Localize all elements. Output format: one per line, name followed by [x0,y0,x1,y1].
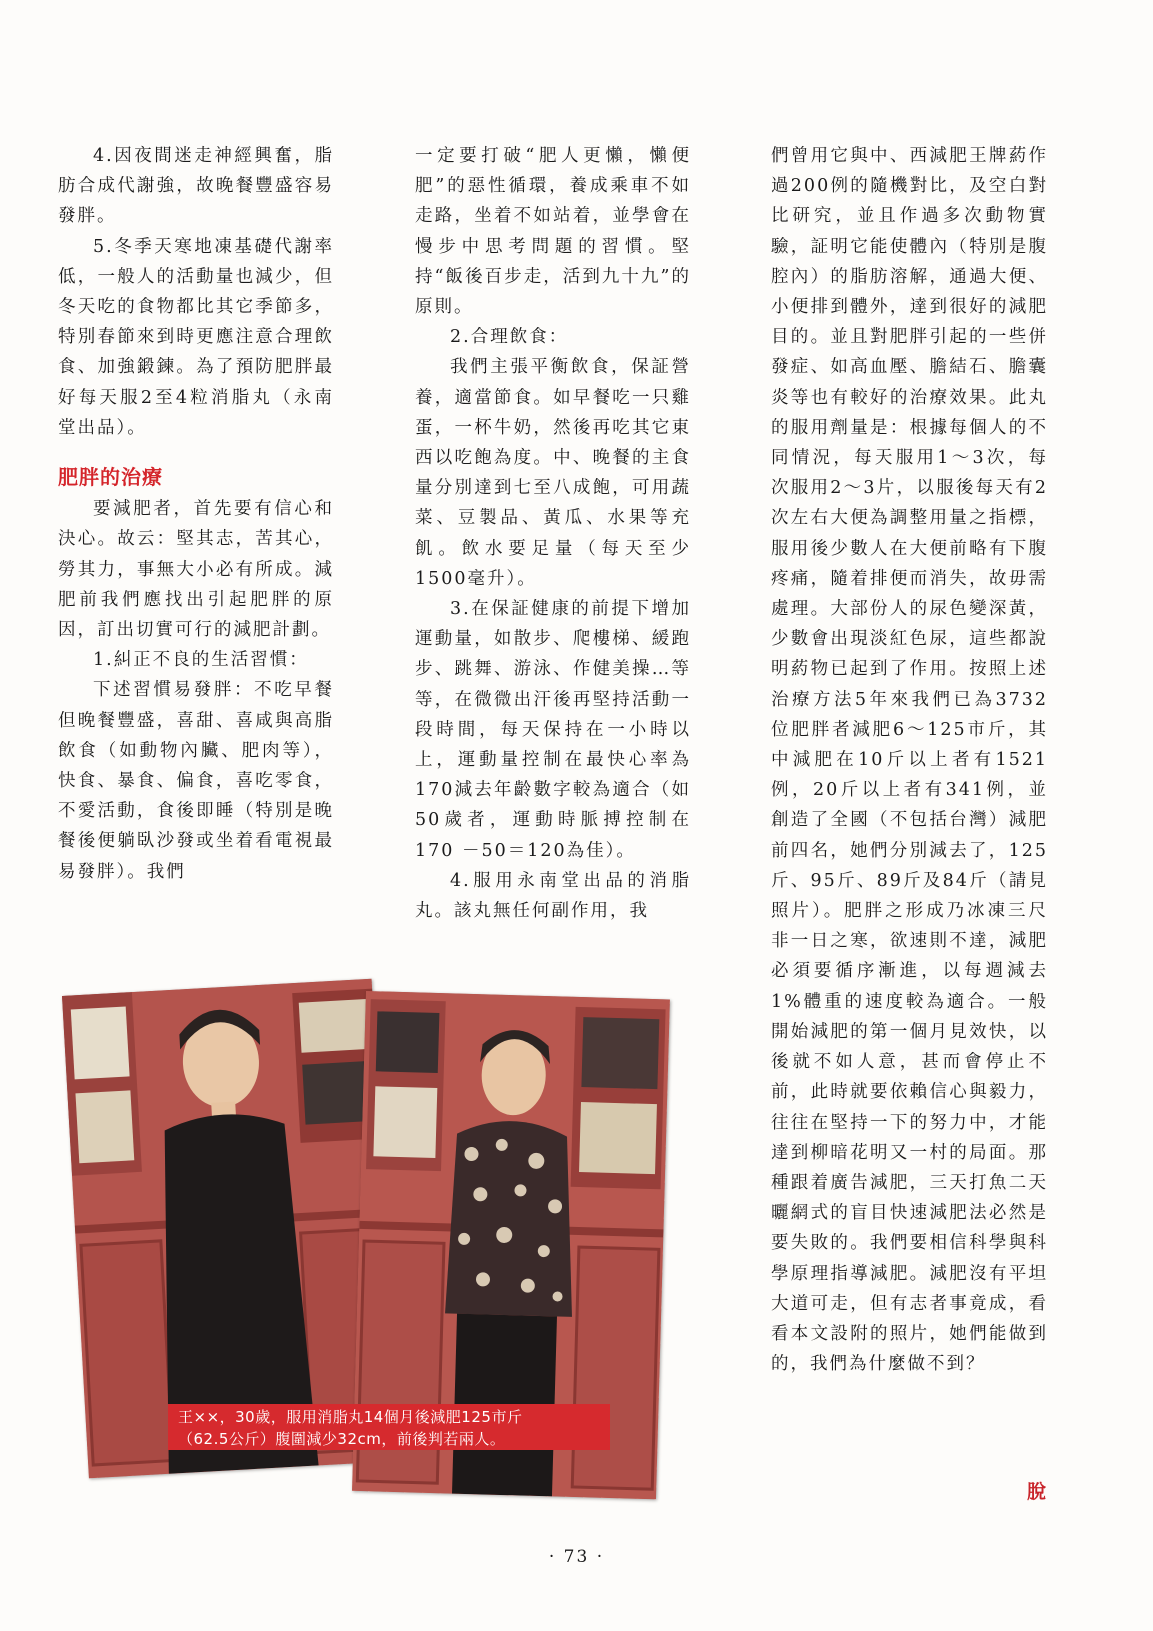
paragraph: 們曾用它與中、西減肥王牌葯作過200例的隨機對比，及空白對比研究，並且作過多次動物實驗，証明它能使體內（特別是腹腔內）的脂肪溶解，通過大便、小便排到體外，達到很好的減肥目的。並且對肥胖引起的一些併發症、如高血壓、膽結石、膽囊炎等也有較好的治療效果。此丸的服用劑量是：根據每個人的不同情況，每天服用1～3次，每次服用2～3片，以服後每天有2次左右大便為調整用量之指標，服用後少數人在大便前略有下腹疼痛，隨着排便而消失，故毋需處理。大部份人的尿色變深黃，少數會出現淡紅色尿，這些都說明葯物已起到了作用。按照上述治療方法5年來我們已為3732位肥胖者減肥6～125市斤，其中減肥在10斤以上者有1521例，20斤以上者有341例，並創造了全國（不包括台灣）減肥前四名，她們分別減去了，125斤、95斤、89斤及84斤（請見照片）。肥胖之形成乃冰凍三尺非一日之寒，欲速則不達，減肥必須要循序漸進，以每週減去1%體重的速度較為適合。一般開始減肥的第一個月見效快，以後就不如人意，甚而會停止不前，此時就要依賴信心與毅力，往往在堅持一下的努力中，才能達到柳暗花明又一村的局面。那種跟着廣告減肥，三天打魚二天曬網式的盲目快速減肥法必然是要失敗的。我們要相信科學與科學原理指導減肥。減肥沒有平坦大道可走，但有志者事竟成，看看本文設附的照片，她們能做到的，我們為什麼做不到？ [771,146,1048,1375]
photo-caption [168,1404,610,1450]
paragraph: 4.因夜間迷走神經興奮，脂肪合成代謝強，故晚餐豐盛容易發胖。 [58,146,334,227]
paragraph: 下述習慣易發胖：不吃早餐但晚餐豐盛，喜甜、喜咸與高脂飲食（如動物內臟、肥肉等），快食、暴食、偏食，喜吃零食，不愛活動，食後即睡（特別是晚餐後便躺臥沙發或坐着看電視最易發胖）。我們 [58,680,334,882]
paragraph: 要減肥者，首先要有信心和決心。故云：堅其志，苦其心，勞其力，事無大小必有所成。減肥前我們應找出引起肥胖的原因，訂出切實可行的減肥計劃。 [58,499,334,641]
page-number: · 73 · [548,1547,605,1567]
section-heading: 肥胖的治療 [58,465,163,490]
paragraph: 3.在保証健康的前提下增加運動量，如散步、爬樓梯、緩跑步、跳舞、游泳、作健美操…等等，在微微出汗後再堅持活動一段時間，每天保持在一小時以上，運動量控制在最快心率為170減去年齡數字較為適合（如50歲者，運動時脈搏控制在170 －50＝120為佳）。 [415,599,691,861]
paragraph: 一定要打破“肥人更懶，懶便肥”的惡性循環，養成乘車不如走路，坐着不如站着，並學會在慢步中思考問題的習慣。堅持“飯後百步走，活到九十九”的原則。 [415,146,691,318]
paragraph: 4.服用永南堂出品的消脂丸。該丸無任何副作用，我 [415,870,691,922]
text-column-2 [415,141,691,926]
caption-line: （62.5公斤）腹圍減少32cm，前後判若兩人。 [178,1430,506,1448]
end-mark: 脫 [1027,1481,1047,1503]
paragraph: 2.合理飲食： [450,327,569,348]
caption-line: 王××，30歲，服用消脂丸14個月後減肥125市斤 [178,1408,523,1426]
paragraph: 1.糾正不良的生活習慣： [93,650,309,671]
paragraph: 我們主張平衡飲食，保証營養，適當節食。如早餐吃一只雞蛋，一杯牛奶，然後再吃其它東西以吃飽為度。中、晚餐的主食量分別達到七至八成飽，可用蔬菜、豆製品、黃瓜、水果等充飢。飲水要足量（每天至少1500毫升）。 [415,357,691,589]
text-column-1 [58,141,334,887]
text-column-3 [771,141,1048,1379]
paragraph: 5.冬季天寒地凍基礎代謝率低，一般人的活動量也減少，但冬天吃的食物都比其它季節多，特別春節來到時更應注意合理飲食、加強鍛鍊。為了預防肥胖最好每天服2至4粒消脂丸（永南堂出品）。 [58,236,334,438]
